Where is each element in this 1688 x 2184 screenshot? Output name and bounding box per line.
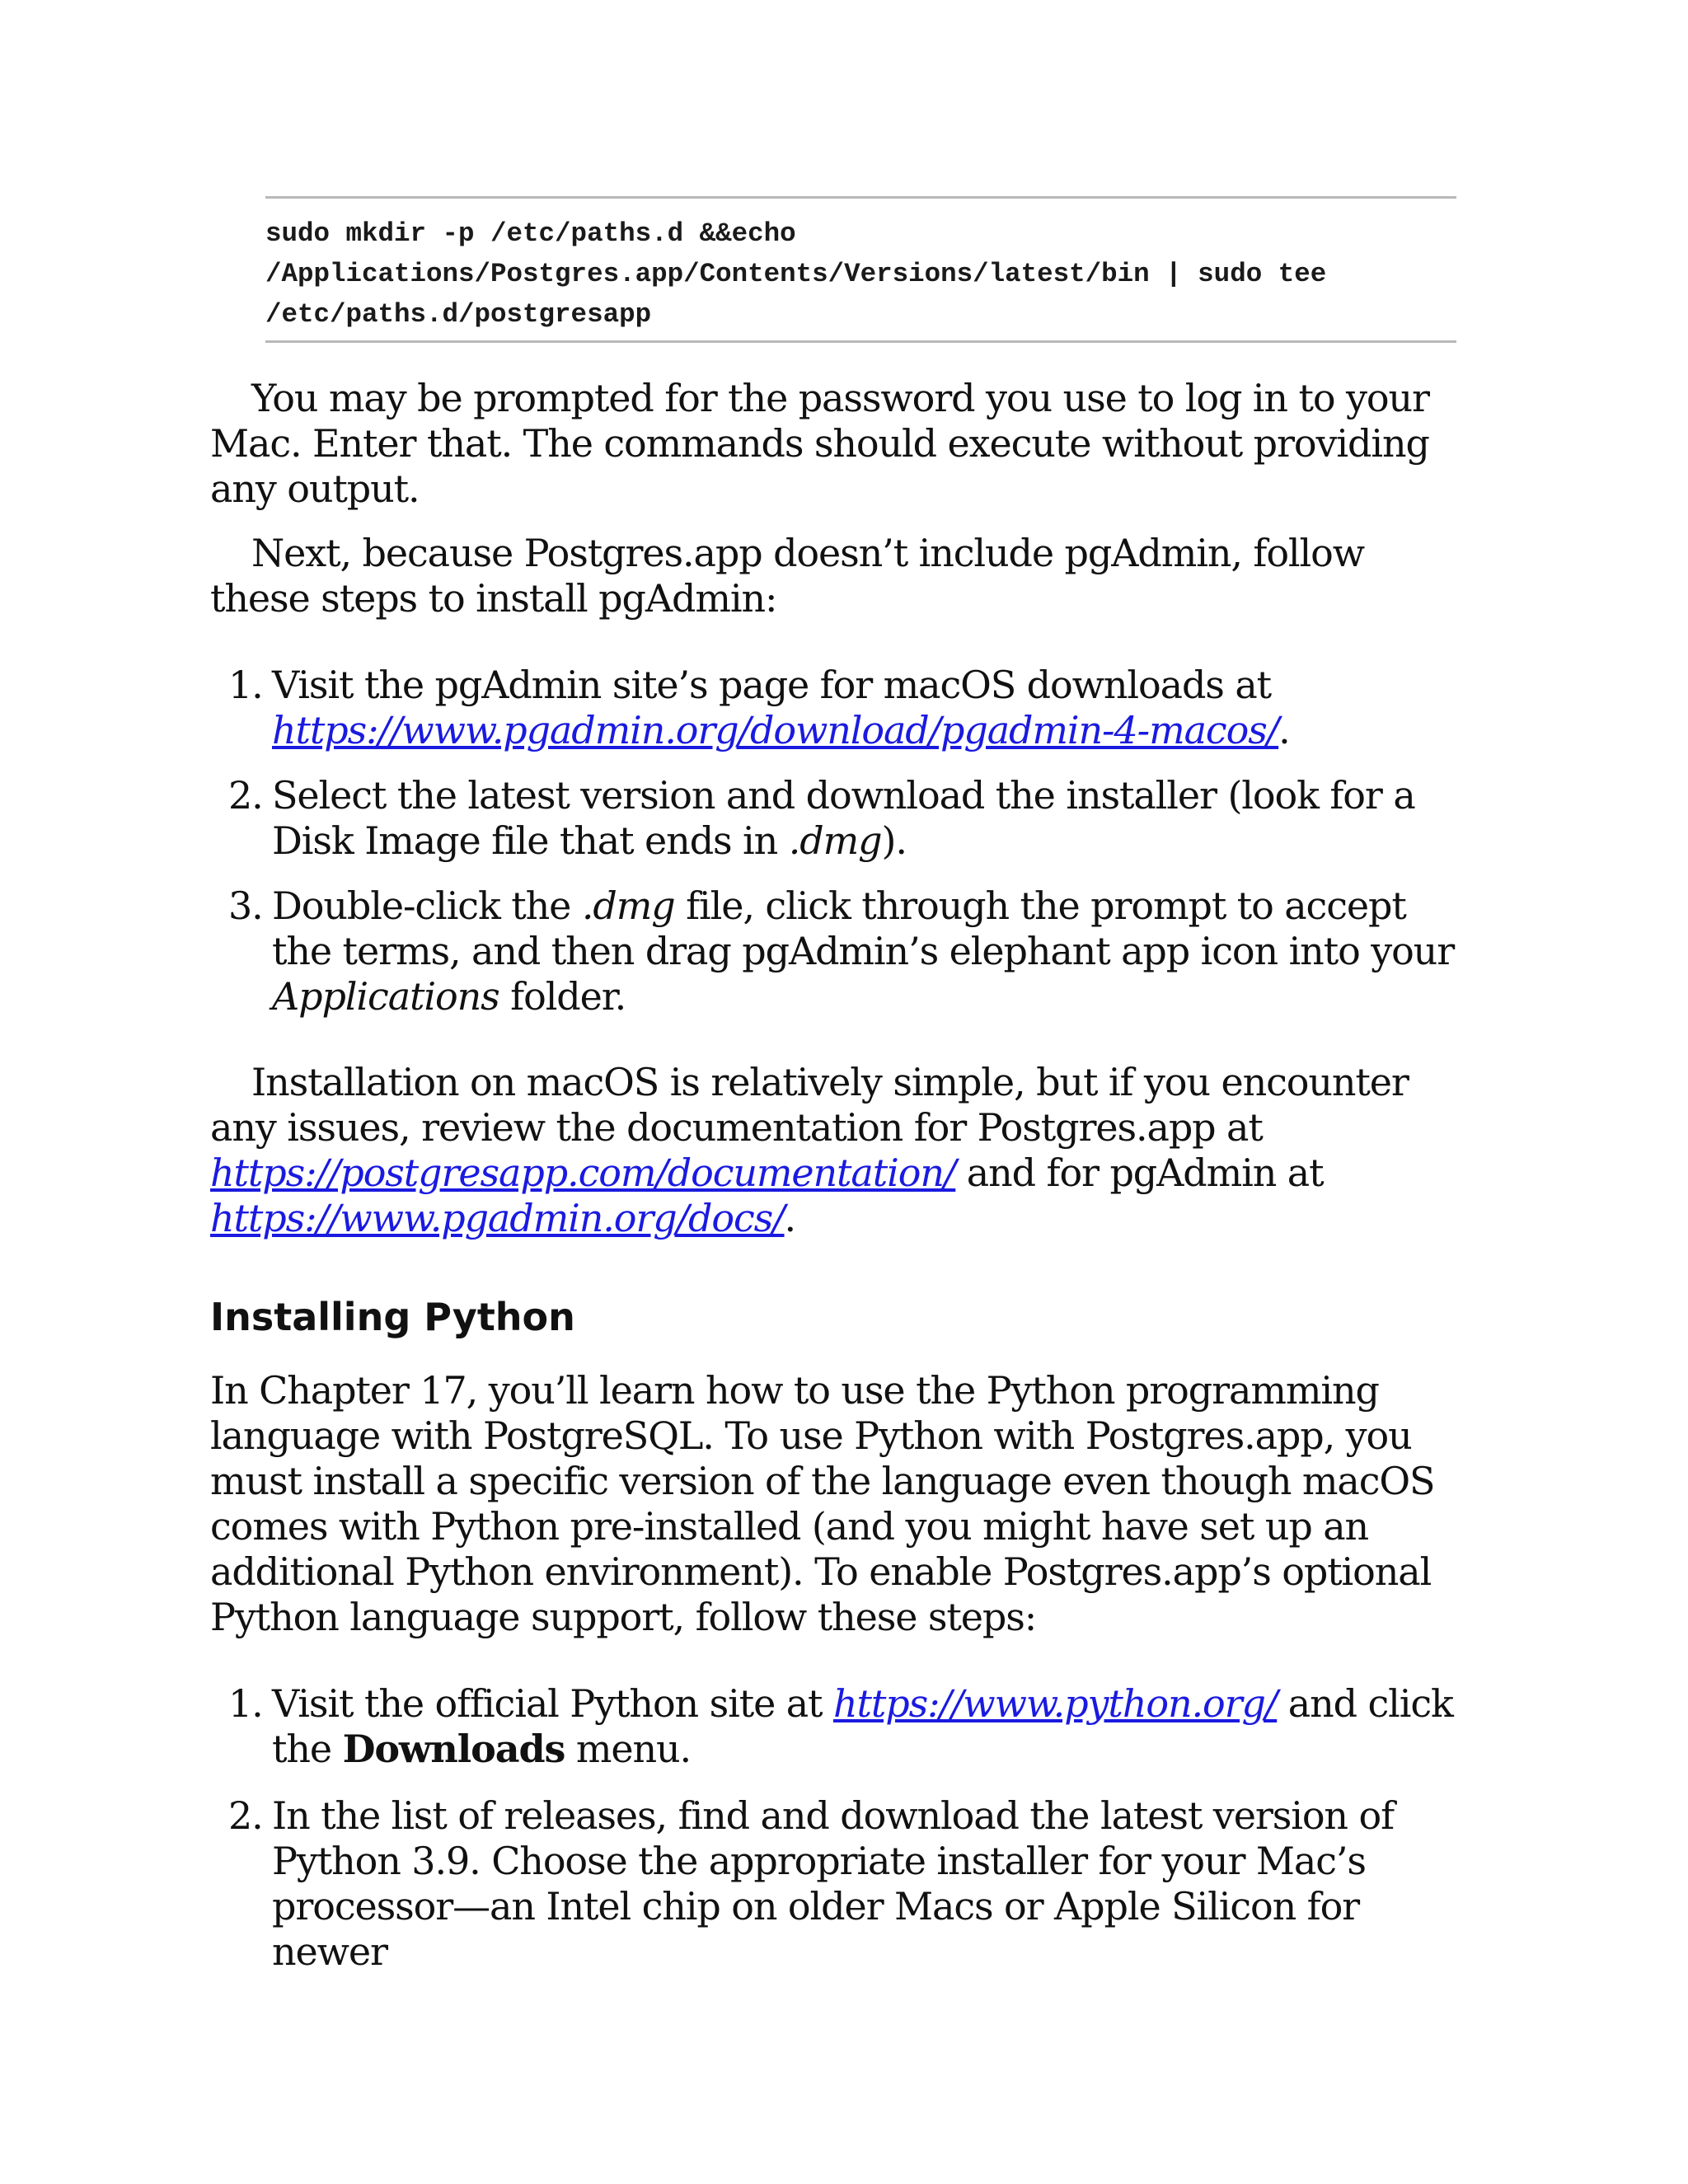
list-item <box>210 1681 1471 1772</box>
file-extension: .dmg <box>788 818 882 863</box>
code-line: /etc/paths.d/postgresapp <box>265 299 652 330</box>
paragraph-install-pgadmin-intro <box>210 531 1471 621</box>
postgresapp-docs-link[interactable]: https://postgresapp.com/documentation/ <box>210 1151 956 1195</box>
list-item-text: ). <box>881 818 907 863</box>
list-item-text: Visit the official Python site at <box>272 1681 833 1726</box>
paragraph-text: . <box>784 1196 796 1240</box>
section-heading: Installing Python <box>210 1295 575 1339</box>
list-item <box>210 663 1471 753</box>
code-line: /Applications/Postgres.app/Contents/Versions/latest/bin | sudo tee <box>265 259 1327 289</box>
folder-name: Applications <box>272 974 499 1019</box>
list-item-text: Select the latest version and download the installer (look for a Disk Image file that ends in <box>272 773 1415 863</box>
paragraph-text: and for pgAdmin at <box>955 1151 1324 1195</box>
list-number: 3. <box>228 883 263 928</box>
list-number: 2. <box>228 1793 263 1838</box>
list-number: 1. <box>228 663 263 707</box>
list-item-text: Double-click the <box>272 883 582 928</box>
list-number: 2. <box>228 773 263 818</box>
code-line: sudo mkdir -p /etc/paths.d &&echo <box>265 218 796 249</box>
list-item-text: Visit the pgAdmin site’s page for macOS downloads at <box>272 663 1272 707</box>
pgadmin-docs-link[interactable]: https://www.pgadmin.org/docs/ <box>210 1196 785 1240</box>
paragraph-text: You may be prompted for the password you use to log in to your Mac. Enter that. The commands should execute without providing any output. <box>210 376 1429 511</box>
file-extension: .dmg <box>581 883 675 928</box>
code-block <box>265 196 1456 343</box>
list-item <box>210 883 1471 1019</box>
list-item <box>210 773 1471 864</box>
list-item-text: . <box>1278 708 1290 752</box>
paragraph-password-prompt <box>210 376 1471 512</box>
python-site-link[interactable]: https://www.python.org/ <box>832 1681 1278 1726</box>
paragraph-text: Next, because Postgres.app doesn’t include pgAdmin, follow these steps to install pgAdmin: <box>210 531 1365 621</box>
paragraph-text: In Chapter 17, you’ll learn how to use the Python programming language with PostgreSQL. To use Python with Postgres.app, you must install a specific version of the language even though macOS comes with Python pre-installed (and you might have set up an additional Python environment). To enable Postgres.app’s optional Python language support, follow these steps: <box>210 1368 1435 1639</box>
list-item-text: and click the <box>272 1681 1453 1771</box>
list-item-text: menu. <box>565 1727 692 1771</box>
pgadmin-download-link[interactable]: https://www.pgadmin.org/download/pgadmin-4-macos/ <box>272 708 1279 752</box>
paragraph-text: Installation on macOS is relatively simple, but if you encounter any issues, review the documentation for Postgres.app at <box>210 1060 1409 1150</box>
downloads-menu-label: Downloads <box>342 1727 565 1771</box>
list-number: 1. <box>228 1681 263 1726</box>
paragraph-python-intro <box>210 1368 1471 1640</box>
paragraph-installation-docs <box>210 1060 1471 1241</box>
list-item-text: file, click through the prompt to accept the terms, and then drag pgAdmin’s elephant app icon into your <box>272 883 1455 973</box>
list-item <box>210 1793 1471 1975</box>
list-item-text: folder. <box>499 974 626 1019</box>
list-item-text: In the list of releases, find and download the latest version of Python 3.9. Choose the appropriate installer for your Mac’s processor—an Intel chip on older Macs or Apple Silicon for newer <box>272 1793 1394 1974</box>
